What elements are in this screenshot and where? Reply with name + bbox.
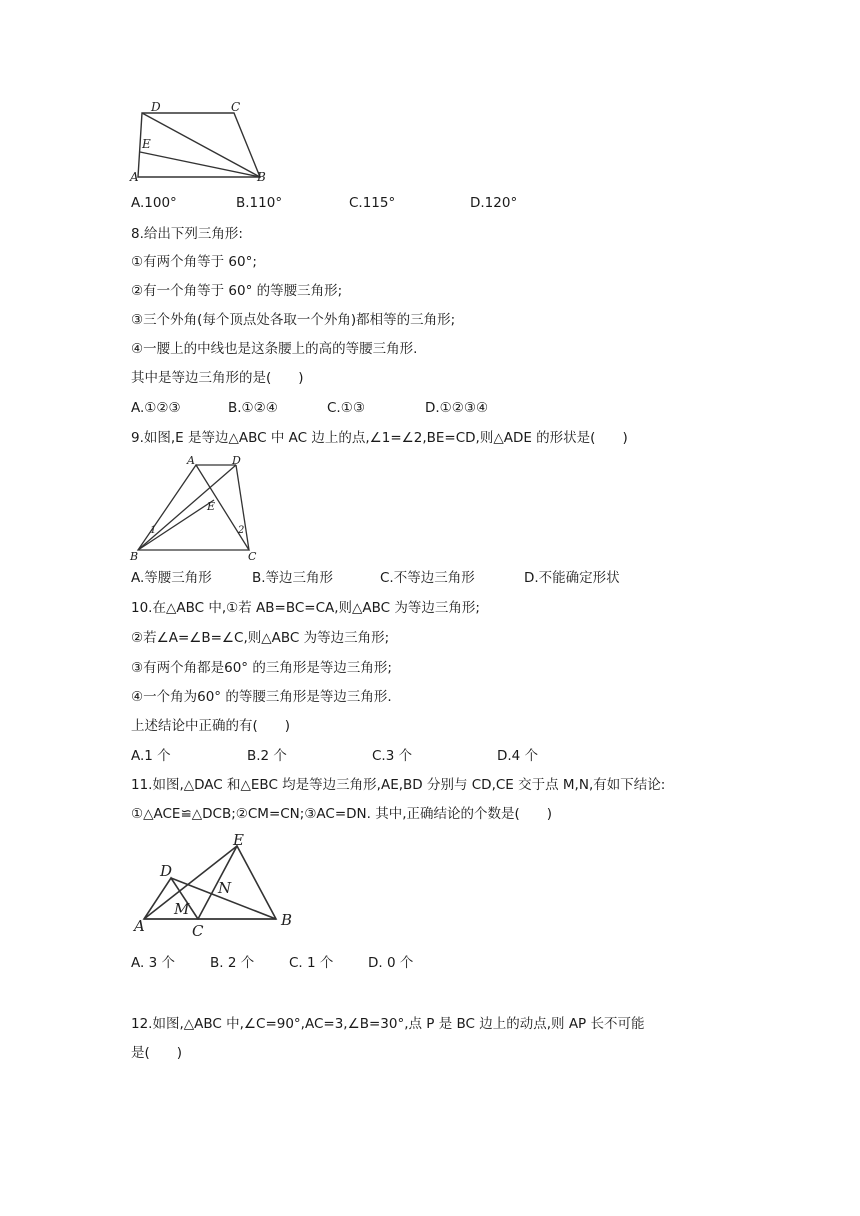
q11-option-a: A. 3 个 (131, 955, 175, 971)
q9-figure (125, 455, 265, 563)
q12-stem-2: 是( ) (131, 1045, 183, 1061)
q10-question: 上述结论中正确的有( ) (131, 718, 291, 734)
q11-option-d: D. 0 个 (368, 955, 414, 971)
q11-stem: 11.如图,△DAC 和△EBC 均是等边三角形,AE,BD 分别与 CD,CE 交于点 M,N,有如下结论: (131, 777, 666, 793)
q11-label-e: E (233, 831, 244, 849)
q9-label-a: A (187, 455, 195, 467)
q7-option-b: B.110° (236, 195, 283, 211)
q9-option-a: A.等腰三角形 (131, 570, 212, 586)
q7-figure (125, 98, 275, 188)
q11-option-b: B. 2 个 (210, 955, 255, 971)
q7-label-c: C (231, 100, 241, 114)
q10-option-c: C.3 个 (372, 748, 413, 764)
q11-option-c: C. 1 个 (289, 955, 334, 971)
q10-option-b: B.2 个 (247, 748, 287, 764)
q10-option-a: A.1 个 (131, 748, 171, 764)
q10-stem: 10.在△ABC 中,①若 AB=BC=CA,则△ABC 为等边三角形; (131, 600, 480, 616)
q9-option-c: C.不等边三角形 (380, 570, 475, 586)
q8-option-b: B.①②④ (228, 400, 278, 416)
q8-item-3: ③三个外角(每个顶点处各取一个外角)都相等的三角形; (131, 312, 456, 328)
q7-label-d: D (151, 100, 161, 114)
q11-label-n: N (218, 879, 232, 897)
q9-option-d: D.不能确定形状 (524, 570, 620, 586)
q7-option-a: A.100° (131, 195, 177, 211)
q11-label-a: A (134, 917, 145, 935)
q12-stem: 12.如图,△ABC 中,∠C=90°,AC=3,∠B=30°,点 P 是 BC 边上的动点,则 AP 长不可能 (131, 1016, 645, 1032)
q11-label-m: M (174, 900, 190, 918)
q11-label-c: C (192, 922, 204, 940)
q8-option-a: A.①②③ (131, 400, 181, 416)
q7-label-b: B (257, 170, 266, 184)
q9-label-b: B (130, 550, 139, 563)
q8-question: 其中是等边三角形的是( ) (131, 370, 304, 386)
q9-label-e: E (207, 500, 216, 513)
q10-item-4: ④一个角为60° 的等腰三角形是等边三角形. (131, 689, 392, 705)
q7-option-d: D.120° (470, 195, 518, 211)
q9-label-2: 2 (238, 525, 245, 536)
q10-option-d: D.4 个 (497, 748, 539, 764)
q8-item-4: ④一腰上的中线也是这条腰上的高的等腰三角形. (131, 341, 418, 357)
q9-label-1: 1 (150, 525, 157, 536)
q8-stem: 8.给出下列三角形: (131, 226, 243, 242)
q11-figure (128, 830, 298, 940)
q8-option-c: C.①③ (327, 400, 365, 416)
q11-label-d: D (160, 862, 173, 880)
q9-stem: 9.如图,E 是等边△ABC 中 AC 边上的点,∠1=∠2,BE=CD,则△ADE 的形状是( ) (131, 430, 628, 446)
q7-label-a: A (130, 170, 139, 184)
q7-option-c: C.115° (349, 195, 396, 211)
q10-item-2: ②若∠A=∠B=∠C,则△ABC 为等边三角形; (131, 630, 390, 646)
q11-stem-2: ①△ACE≌△DCB;②CM=CN;③AC=DN. 其中,正确结论的个数是( ) (131, 806, 553, 822)
q8-item-1: ①有两个角等于 60°; (131, 254, 257, 270)
q11-label-b: B (281, 911, 293, 929)
q10-item-3: ③有两个角都是60° 的三角形是等边三角形; (131, 660, 392, 676)
q8-option-d: D.①②③④ (425, 400, 489, 416)
q8-item-2: ②有一个角等于 60° 的等腰三角形; (131, 283, 343, 299)
q9-label-d: D (232, 455, 241, 467)
q9-label-c: C (248, 550, 257, 563)
q9-option-b: B.等边三角形 (252, 570, 334, 586)
q7-label-e: E (142, 137, 151, 151)
